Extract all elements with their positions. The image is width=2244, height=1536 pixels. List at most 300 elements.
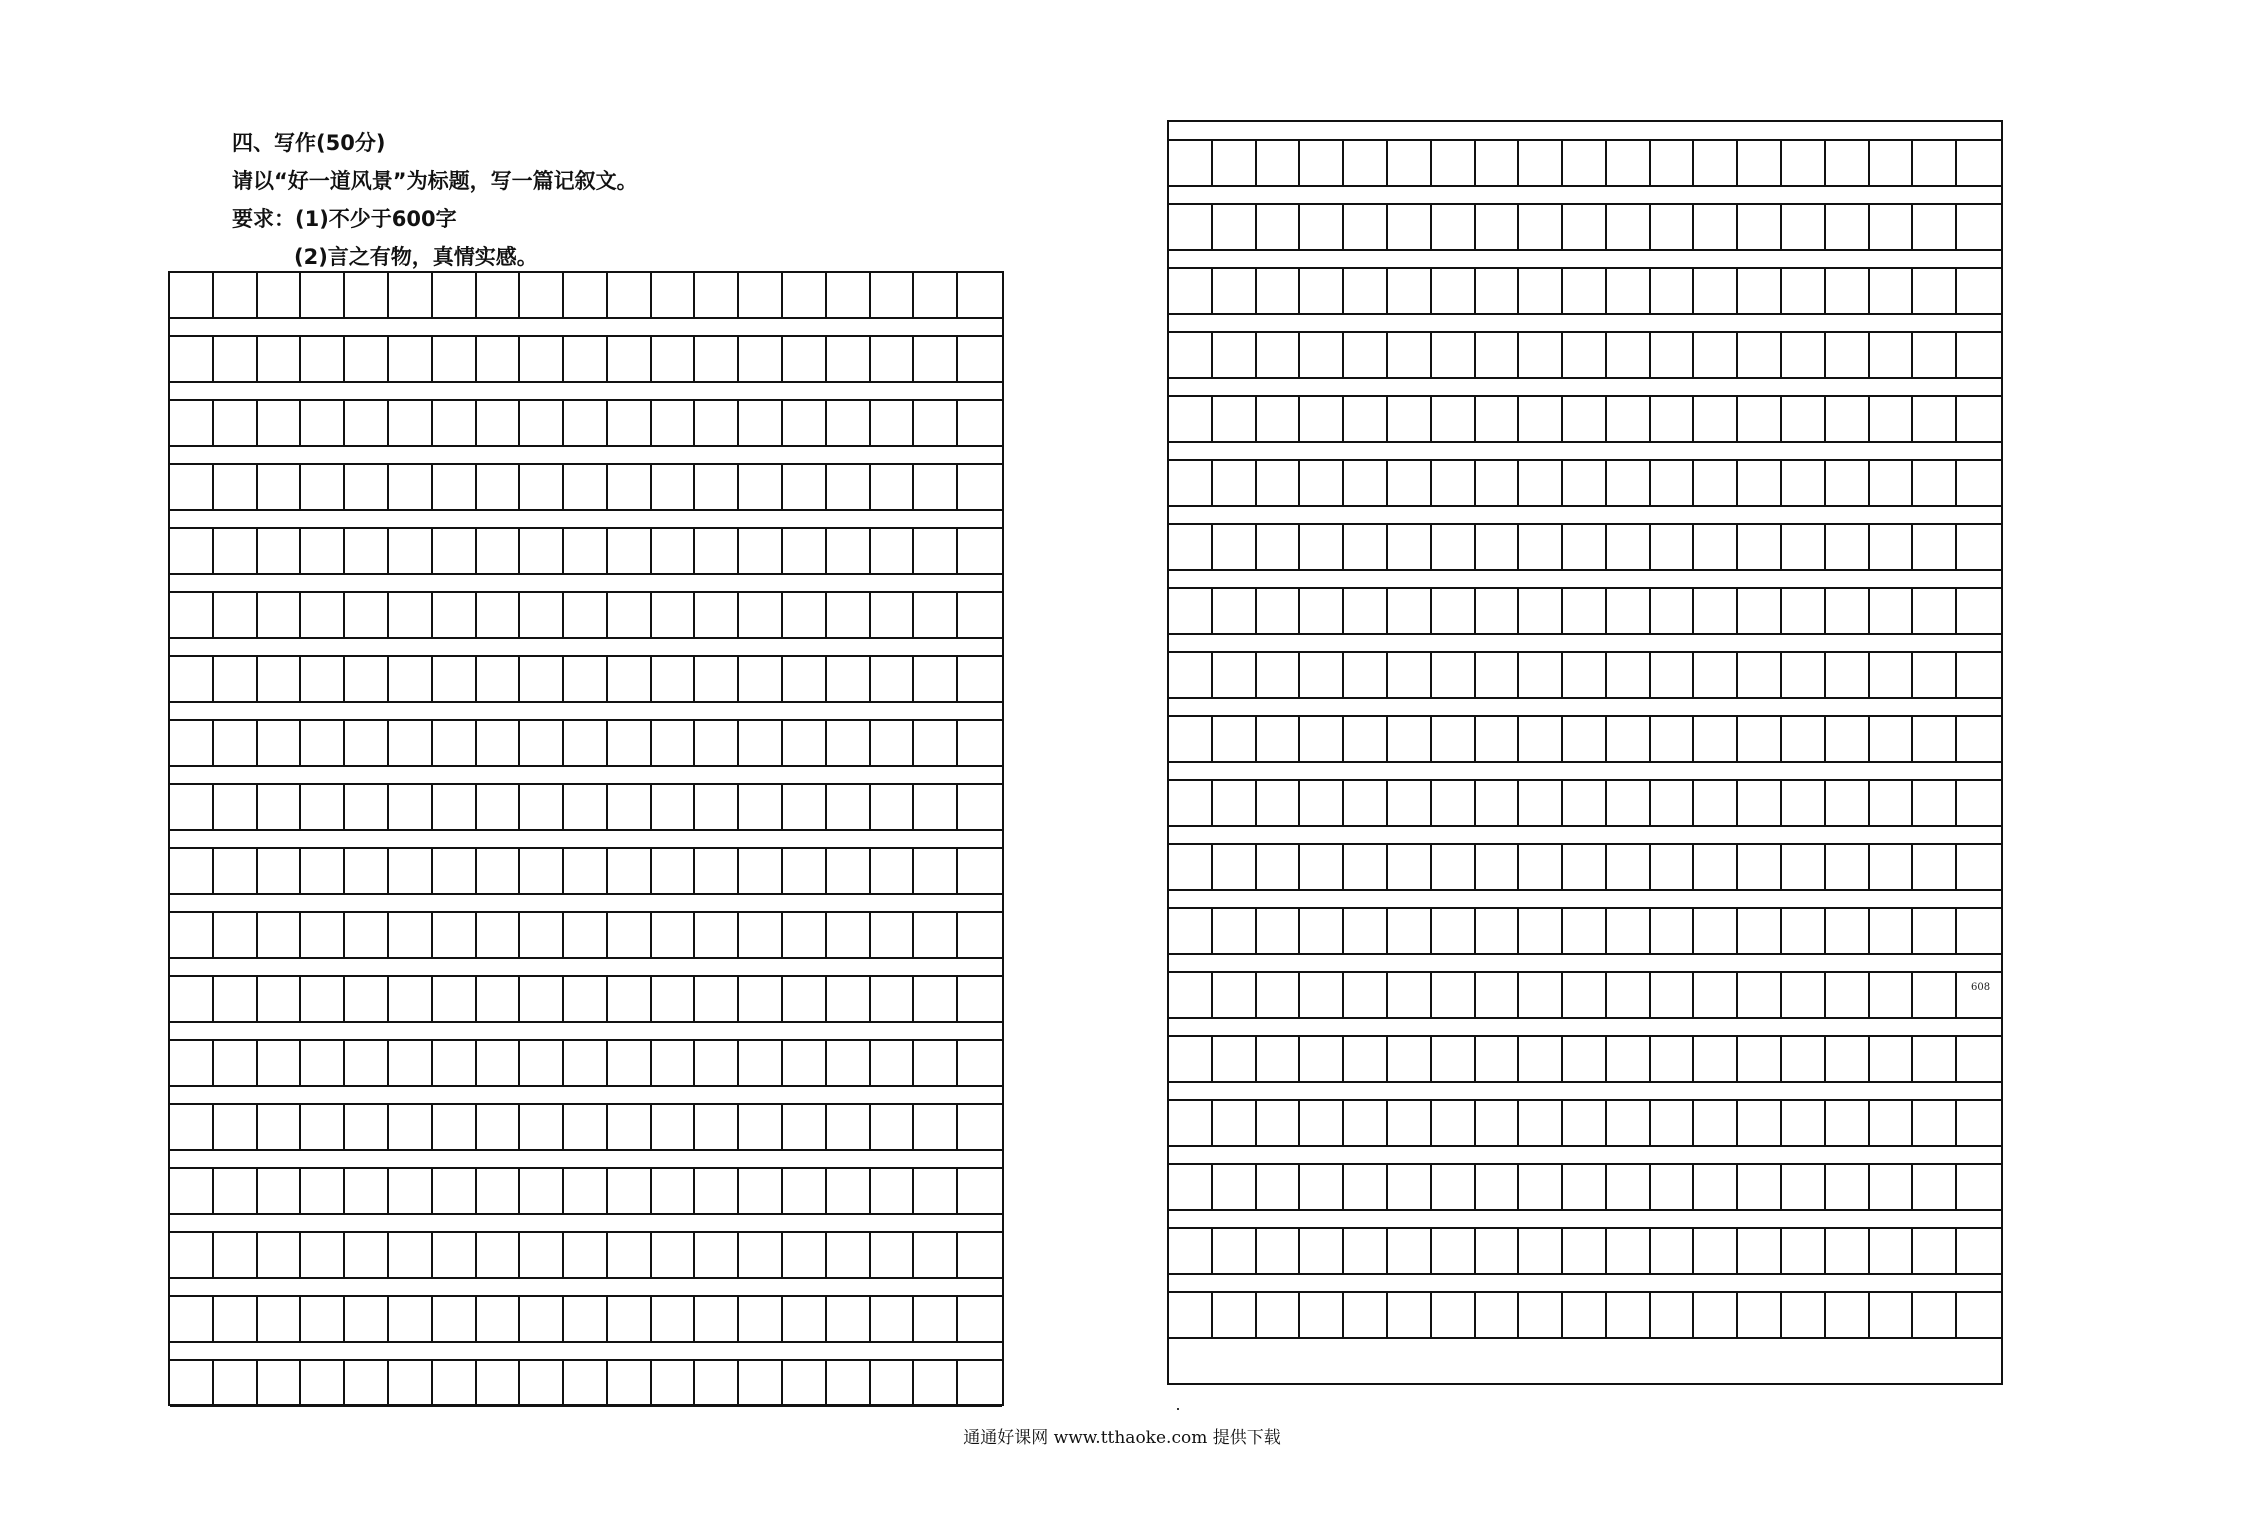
grid-cell[interactable] <box>695 273 739 317</box>
grid-cell[interactable] <box>170 913 214 957</box>
grid-cell[interactable] <box>827 785 871 829</box>
grid-cell[interactable] <box>1651 269 1695 313</box>
grid-cell[interactable] <box>871 1297 915 1341</box>
grid-cell[interactable] <box>1300 717 1344 761</box>
grid-cell[interactable] <box>1388 397 1432 441</box>
grid-cell[interactable] <box>214 465 258 509</box>
grid-cell[interactable] <box>1913 205 1957 249</box>
grid-cell[interactable] <box>608 401 652 445</box>
grid-cell[interactable] <box>214 401 258 445</box>
grid-cell[interactable] <box>258 1233 302 1277</box>
grid-cell[interactable] <box>783 849 827 893</box>
grid-cell[interactable] <box>1388 1293 1432 1337</box>
grid-cell[interactable] <box>914 593 958 637</box>
grid-cell[interactable] <box>1388 1101 1432 1145</box>
grid-cell[interactable] <box>1738 1165 1782 1209</box>
grid-cell[interactable] <box>477 593 521 637</box>
grid-cell[interactable] <box>1870 717 1914 761</box>
grid-cell[interactable] <box>1257 717 1301 761</box>
grid-cell[interactable] <box>608 785 652 829</box>
grid-cell[interactable] <box>871 273 915 317</box>
grid-cell[interactable] <box>389 593 433 637</box>
grid-cell[interactable] <box>1213 397 1257 441</box>
grid-cell[interactable] <box>914 401 958 445</box>
grid-cell[interactable] <box>1519 205 1563 249</box>
grid-cell[interactable] <box>433 337 477 381</box>
grid-cell[interactable] <box>1432 141 1476 185</box>
grid-cell[interactable] <box>345 1361 389 1405</box>
grid-cell[interactable] <box>652 593 696 637</box>
grid-cell[interactable] <box>258 849 302 893</box>
grid-cell[interactable] <box>1432 909 1476 953</box>
grid-cell[interactable] <box>608 1233 652 1277</box>
grid-cell[interactable] <box>301 721 345 765</box>
grid-cell[interactable] <box>1563 397 1607 441</box>
grid-cell[interactable] <box>301 465 345 509</box>
grid-cell[interactable] <box>564 785 608 829</box>
grid-cell[interactable] <box>1694 397 1738 441</box>
grid-cell[interactable] <box>1563 973 1607 1017</box>
grid-cell[interactable] <box>1213 653 1257 697</box>
grid-cell[interactable] <box>739 273 783 317</box>
grid-cell[interactable] <box>1782 1165 1826 1209</box>
grid-cell[interactable] <box>345 785 389 829</box>
grid-cell[interactable] <box>214 1041 258 1085</box>
grid-cell[interactable] <box>1826 781 1870 825</box>
grid-cell[interactable] <box>1432 461 1476 505</box>
grid-cell[interactable] <box>652 1297 696 1341</box>
grid-cell[interactable] <box>345 465 389 509</box>
grid-cell[interactable] <box>1388 1165 1432 1209</box>
grid-cell[interactable] <box>1519 1293 1563 1337</box>
grid-cell[interactable] <box>783 913 827 957</box>
grid-cell[interactable] <box>1694 1101 1738 1145</box>
grid-cell[interactable] <box>1563 141 1607 185</box>
grid-cell[interactable] <box>1432 973 1476 1017</box>
grid-cell[interactable] <box>871 1233 915 1277</box>
grid-cell[interactable] <box>1870 1101 1914 1145</box>
grid-cell[interactable] <box>1738 845 1782 889</box>
grid-cell[interactable] <box>1519 461 1563 505</box>
grid-cell[interactable] <box>739 1169 783 1213</box>
grid-cell[interactable] <box>652 1233 696 1277</box>
grid-cell[interactable] <box>1563 525 1607 569</box>
grid-cell[interactable] <box>1476 141 1520 185</box>
grid-cell[interactable] <box>301 273 345 317</box>
grid-cell[interactable] <box>258 977 302 1021</box>
grid-cell[interactable] <box>1738 525 1782 569</box>
grid-cell[interactable] <box>301 977 345 1021</box>
grid-cell[interactable] <box>1870 1037 1914 1081</box>
grid-cell[interactable] <box>433 401 477 445</box>
grid-cell[interactable] <box>1738 781 1782 825</box>
grid-cell[interactable] <box>1169 909 1213 953</box>
grid-cell[interactable] <box>1913 333 1957 377</box>
grid-cell[interactable] <box>783 1169 827 1213</box>
grid-cell[interactable] <box>1169 1037 1213 1081</box>
grid-cell[interactable] <box>345 1233 389 1277</box>
grid-cell[interactable] <box>1651 525 1695 569</box>
grid-cell[interactable] <box>1519 397 1563 441</box>
grid-cell[interactable] <box>1344 1101 1388 1145</box>
grid-cell[interactable] <box>1694 653 1738 697</box>
grid-cell[interactable] <box>170 1105 214 1149</box>
grid-cell[interactable] <box>1344 1165 1388 1209</box>
grid-cell[interactable] <box>1607 269 1651 313</box>
grid-cell[interactable] <box>345 657 389 701</box>
grid-cell[interactable] <box>1913 141 1957 185</box>
grid-cell[interactable] <box>1300 269 1344 313</box>
grid-cell[interactable] <box>520 337 564 381</box>
grid-cell[interactable] <box>214 657 258 701</box>
grid-cell[interactable] <box>1432 1101 1476 1145</box>
grid-cell[interactable] <box>695 465 739 509</box>
grid-cell[interactable] <box>1651 973 1695 1017</box>
grid-cell[interactable] <box>301 1233 345 1277</box>
grid-cell[interactable] <box>258 1169 302 1213</box>
grid-cell[interactable] <box>1782 333 1826 377</box>
grid-cell[interactable] <box>170 337 214 381</box>
grid-cell[interactable] <box>1651 1229 1695 1273</box>
grid-cell[interactable] <box>258 337 302 381</box>
grid-cell[interactable] <box>1694 461 1738 505</box>
grid-cell[interactable] <box>477 721 521 765</box>
grid-cell[interactable] <box>1563 333 1607 377</box>
grid-cell[interactable] <box>520 1105 564 1149</box>
grid-cell[interactable] <box>827 977 871 1021</box>
grid-cell[interactable] <box>914 657 958 701</box>
grid-cell[interactable] <box>1782 461 1826 505</box>
grid-cell[interactable] <box>1476 1229 1520 1273</box>
grid-cell[interactable] <box>433 1361 477 1405</box>
grid-cell[interactable] <box>1519 1101 1563 1145</box>
grid-cell[interactable] <box>1913 1165 1957 1209</box>
grid-cell[interactable] <box>827 721 871 765</box>
grid-cell[interactable] <box>1826 1101 1870 1145</box>
grid-cell[interactable] <box>652 1041 696 1085</box>
grid-cell[interactable] <box>1826 525 1870 569</box>
grid-cell[interactable] <box>1563 461 1607 505</box>
grid-cell[interactable] <box>695 401 739 445</box>
grid-cell[interactable] <box>1782 1293 1826 1337</box>
grid-cell[interactable] <box>564 721 608 765</box>
grid-cell[interactable] <box>652 785 696 829</box>
grid-cell[interactable] <box>1694 141 1738 185</box>
grid-cell[interactable] <box>1870 397 1914 441</box>
grid-cell[interactable] <box>1257 1037 1301 1081</box>
grid-cell[interactable] <box>1782 845 1826 889</box>
grid-cell[interactable] <box>433 977 477 1021</box>
grid-cell[interactable] <box>1870 973 1914 1017</box>
grid-cell[interactable] <box>1432 845 1476 889</box>
grid-cell[interactable] <box>652 849 696 893</box>
grid-cell[interactable] <box>1388 973 1432 1017</box>
grid-cell[interactable] <box>258 1105 302 1149</box>
grid-cell[interactable] <box>739 337 783 381</box>
grid-cell[interactable] <box>301 1169 345 1213</box>
grid-cell[interactable] <box>1169 1165 1213 1209</box>
grid-cell[interactable] <box>1651 845 1695 889</box>
grid-cell[interactable] <box>389 1041 433 1085</box>
grid-cell[interactable] <box>1694 973 1738 1017</box>
grid-cell[interactable] <box>1169 717 1213 761</box>
grid-cell[interactable] <box>1651 909 1695 953</box>
grid-cell[interactable] <box>1782 1101 1826 1145</box>
grid-cell[interactable] <box>1213 1101 1257 1145</box>
grid-cell[interactable] <box>1826 141 1870 185</box>
grid-cell[interactable] <box>214 593 258 637</box>
grid-cell[interactable] <box>608 1361 652 1405</box>
grid-cell[interactable] <box>345 1041 389 1085</box>
grid-cell[interactable] <box>1476 525 1520 569</box>
grid-cell[interactable] <box>1169 461 1213 505</box>
grid-cell[interactable] <box>564 1105 608 1149</box>
grid-cell[interactable] <box>739 785 783 829</box>
grid-cell[interactable] <box>739 913 783 957</box>
grid-cell[interactable] <box>170 1041 214 1085</box>
grid-cell[interactable] <box>914 1169 958 1213</box>
grid-cell[interactable] <box>433 1105 477 1149</box>
grid-cell[interactable] <box>1607 589 1651 633</box>
grid-cell[interactable] <box>214 1169 258 1213</box>
grid-cell[interactable] <box>170 593 214 637</box>
grid-cell[interactable] <box>1563 909 1607 953</box>
grid-cell[interactable] <box>1913 1101 1957 1145</box>
grid-cell[interactable] <box>345 337 389 381</box>
grid-cell[interactable] <box>871 529 915 573</box>
grid-cell[interactable] <box>1826 1165 1870 1209</box>
grid-cell[interactable] <box>520 529 564 573</box>
grid-cell[interactable] <box>389 1105 433 1149</box>
grid-cell[interactable] <box>433 1297 477 1341</box>
grid-cell[interactable] <box>564 273 608 317</box>
grid-cell[interactable] <box>1519 1165 1563 1209</box>
grid-cell[interactable] <box>1826 461 1870 505</box>
grid-cell[interactable] <box>1476 717 1520 761</box>
grid-cell[interactable] <box>1432 397 1476 441</box>
grid-cell[interactable] <box>564 1297 608 1341</box>
grid-cell[interactable] <box>871 593 915 637</box>
grid-cell[interactable] <box>1213 1293 1257 1337</box>
grid-cell[interactable] <box>652 657 696 701</box>
grid-cell[interactable] <box>608 593 652 637</box>
grid-cell[interactable] <box>1388 461 1432 505</box>
grid-cell[interactable] <box>564 1361 608 1405</box>
grid-cell[interactable] <box>1300 205 1344 249</box>
grid-cell[interactable] <box>1344 397 1388 441</box>
grid-cell[interactable] <box>1169 845 1213 889</box>
grid-cell[interactable] <box>1169 1293 1213 1337</box>
grid-cell[interactable] <box>258 401 302 445</box>
grid-cell[interactable] <box>1169 333 1213 377</box>
grid-cell[interactable] <box>1607 781 1651 825</box>
grid-cell[interactable] <box>1913 845 1957 889</box>
grid-cell[interactable] <box>783 401 827 445</box>
grid-cell[interactable] <box>652 913 696 957</box>
grid-cell[interactable] <box>170 1361 214 1405</box>
grid-cell[interactable] <box>1344 141 1388 185</box>
grid-cell[interactable] <box>1913 1037 1957 1081</box>
grid-cell[interactable] <box>389 1169 433 1213</box>
grid-cell[interactable] <box>1519 909 1563 953</box>
grid-cell[interactable] <box>1607 909 1651 953</box>
grid-cell[interactable] <box>739 465 783 509</box>
grid-cell[interactable] <box>214 1105 258 1149</box>
grid-cell[interactable] <box>1782 589 1826 633</box>
grid-cell[interactable] <box>914 913 958 957</box>
grid-cell[interactable] <box>1432 1229 1476 1273</box>
grid-cell[interactable] <box>433 1169 477 1213</box>
grid-cell[interactable] <box>827 1297 871 1341</box>
grid-cell[interactable] <box>871 785 915 829</box>
grid-cell[interactable] <box>1257 1229 1301 1273</box>
grid-cell[interactable] <box>477 977 521 1021</box>
grid-cell[interactable] <box>1738 1101 1782 1145</box>
grid-cell[interactable] <box>1344 1229 1388 1273</box>
grid-cell[interactable] <box>1257 781 1301 825</box>
grid-cell[interactable] <box>1257 141 1301 185</box>
grid-cell[interactable] <box>1519 1229 1563 1273</box>
grid-cell[interactable] <box>739 977 783 1021</box>
grid-cell[interactable] <box>1388 589 1432 633</box>
grid-cell[interactable] <box>739 657 783 701</box>
grid-cell[interactable] <box>695 785 739 829</box>
grid-cell[interactable] <box>827 529 871 573</box>
grid-cell[interactable] <box>1607 205 1651 249</box>
grid-cell[interactable] <box>1300 781 1344 825</box>
grid-cell[interactable] <box>608 913 652 957</box>
grid-cell[interactable] <box>652 337 696 381</box>
grid-cell[interactable] <box>564 1169 608 1213</box>
grid-cell[interactable] <box>1344 333 1388 377</box>
grid-cell[interactable] <box>739 401 783 445</box>
grid-cell[interactable] <box>1913 909 1957 953</box>
grid-cell[interactable] <box>1476 781 1520 825</box>
grid-cell[interactable] <box>914 465 958 509</box>
grid-cell[interactable] <box>827 401 871 445</box>
grid-cell[interactable] <box>1213 461 1257 505</box>
grid-cell[interactable] <box>1607 653 1651 697</box>
grid-cell[interactable] <box>1870 845 1914 889</box>
grid-cell[interactable] <box>1913 653 1957 697</box>
grid-cell[interactable] <box>170 273 214 317</box>
grid-cell[interactable] <box>1432 1037 1476 1081</box>
grid-cell[interactable] <box>1169 397 1213 441</box>
grid-cell[interactable] <box>1519 269 1563 313</box>
grid-cell[interactable] <box>1563 1293 1607 1337</box>
grid-cell[interactable] <box>1257 973 1301 1017</box>
grid-cell[interactable] <box>520 1297 564 1341</box>
grid-cell[interactable] <box>695 657 739 701</box>
grid-cell[interactable] <box>301 1041 345 1085</box>
grid-cell[interactable] <box>214 913 258 957</box>
grid-cell[interactable] <box>1694 525 1738 569</box>
grid-cell[interactable] <box>1257 333 1301 377</box>
grid-cell[interactable] <box>564 657 608 701</box>
grid-cell[interactable] <box>258 1041 302 1085</box>
grid-cell[interactable] <box>1169 1101 1213 1145</box>
grid-cell[interactable] <box>1563 269 1607 313</box>
grid-cell[interactable] <box>652 529 696 573</box>
grid-cell[interactable] <box>389 529 433 573</box>
grid-cell[interactable] <box>520 849 564 893</box>
grid-cell[interactable] <box>520 785 564 829</box>
grid-cell[interactable] <box>1388 1037 1432 1081</box>
grid-cell[interactable] <box>1870 1165 1914 1209</box>
grid-cell[interactable] <box>1213 589 1257 633</box>
grid-cell[interactable] <box>564 1233 608 1277</box>
grid-cell[interactable] <box>520 1233 564 1277</box>
grid-cell[interactable] <box>389 849 433 893</box>
grid-cell[interactable] <box>1476 269 1520 313</box>
grid-cell[interactable] <box>1826 717 1870 761</box>
grid-cell[interactable] <box>1476 973 1520 1017</box>
grid-cell[interactable] <box>871 913 915 957</box>
grid-cell[interactable] <box>1169 269 1213 313</box>
grid-cell[interactable] <box>608 657 652 701</box>
grid-cell[interactable] <box>1694 1293 1738 1337</box>
grid-cell[interactable] <box>1870 781 1914 825</box>
grid-cell[interactable] <box>1300 845 1344 889</box>
grid-cell[interactable] <box>783 721 827 765</box>
grid-cell[interactable] <box>520 1361 564 1405</box>
grid-cell[interactable] <box>783 977 827 1021</box>
grid-cell[interactable] <box>827 849 871 893</box>
grid-cell[interactable] <box>1563 781 1607 825</box>
grid-cell[interactable] <box>739 529 783 573</box>
grid-cell[interactable] <box>608 529 652 573</box>
grid-cell[interactable] <box>433 721 477 765</box>
grid-cell[interactable] <box>1519 141 1563 185</box>
grid-cell[interactable] <box>1694 1037 1738 1081</box>
grid-cell[interactable] <box>520 1041 564 1085</box>
grid-cell[interactable] <box>1519 781 1563 825</box>
grid-cell[interactable] <box>1694 717 1738 761</box>
grid-cell[interactable] <box>652 273 696 317</box>
grid-cell[interactable] <box>1257 525 1301 569</box>
grid-cell[interactable] <box>301 1361 345 1405</box>
grid-cell[interactable] <box>389 913 433 957</box>
grid-cell[interactable] <box>1388 205 1432 249</box>
grid-cell[interactable] <box>608 977 652 1021</box>
grid-cell[interactable] <box>1257 461 1301 505</box>
grid-cell[interactable] <box>914 529 958 573</box>
grid-cell[interactable] <box>345 1169 389 1213</box>
grid-cell[interactable] <box>170 657 214 701</box>
grid-cell[interactable] <box>433 849 477 893</box>
grid-cell[interactable] <box>520 465 564 509</box>
grid-cell[interactable] <box>1738 1037 1782 1081</box>
grid-cell[interactable] <box>1388 269 1432 313</box>
grid-cell[interactable] <box>739 1041 783 1085</box>
grid-cell[interactable] <box>1563 653 1607 697</box>
grid-cell[interactable] <box>389 1361 433 1405</box>
grid-cell[interactable] <box>827 273 871 317</box>
grid-cell[interactable] <box>1388 1229 1432 1273</box>
grid-cell[interactable] <box>1694 1165 1738 1209</box>
grid-cell[interactable] <box>1300 973 1344 1017</box>
grid-cell[interactable] <box>827 1233 871 1277</box>
grid-cell[interactable] <box>1300 1101 1344 1145</box>
grid-cell[interactable] <box>1782 781 1826 825</box>
grid-cell[interactable] <box>1870 461 1914 505</box>
grid-cell[interactable] <box>695 593 739 637</box>
grid-cell[interactable] <box>1826 845 1870 889</box>
grid-cell[interactable] <box>695 1105 739 1149</box>
grid-cell[interactable] <box>1607 1229 1651 1273</box>
grid-cell[interactable] <box>301 1105 345 1149</box>
grid-cell[interactable] <box>1913 1293 1957 1337</box>
